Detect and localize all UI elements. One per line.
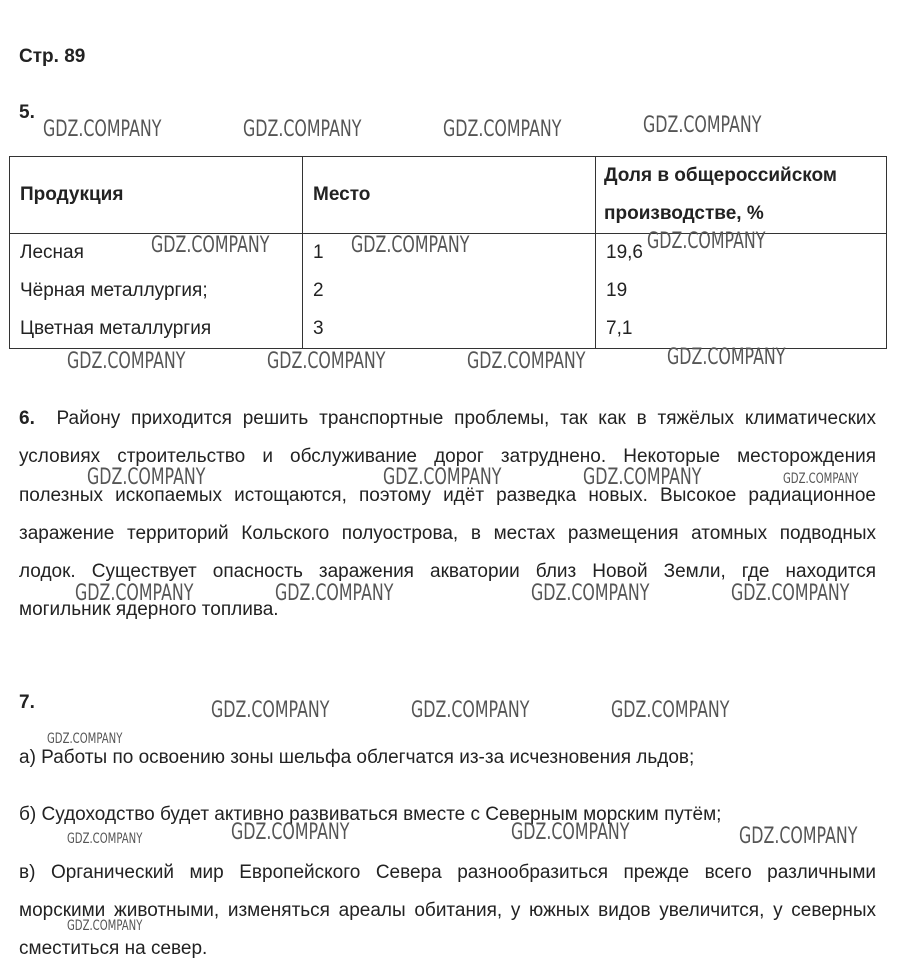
- watermark-text: GDZ.COMPANY: [67, 918, 143, 934]
- table-cell: Лесная: [10, 234, 303, 273]
- watermark-text: GDZ.COMPANY: [211, 698, 330, 723]
- table-cell: Цветная металлургия: [10, 310, 303, 349]
- table-cell: Чёрная металлургия;: [10, 272, 303, 310]
- question-6-number: 6.: [19, 408, 35, 429]
- watermark-text: GDZ.COMPANY: [75, 581, 194, 606]
- watermark-text: GDZ.COMPANY: [43, 117, 162, 142]
- watermark-text: GDZ.COMPANY: [243, 117, 362, 142]
- page-title: Стр. 89: [19, 46, 86, 67]
- watermark-text: GDZ.COMPANY: [275, 581, 394, 606]
- table-header-row: [10, 157, 887, 234]
- watermark-text: GDZ.COMPANY: [647, 229, 766, 254]
- question-6-text: Району приходится решить транспортные проблемы, так как в тяжёлых климатических условиях строительство и обслуживание дорог затруднено. Некоторые месторождения полезных ископаемых истощаются, поэтому идёт разведка новых. Высокое радиационное заражение территорий Кольского полуострова, в местах размещения атомных подводных лодок. Существует опасность заражения акватории близ Новой Земли, где находится могильник ядерного топлива.: [19, 408, 877, 621]
- watermark-text: GDZ.COMPANY: [151, 233, 270, 258]
- watermark-text: GDZ.COMPANY: [731, 581, 850, 606]
- table-header-share: Доля в общероссийском производстве, %: [596, 157, 887, 234]
- watermark-text: GDZ.COMPANY: [739, 824, 858, 849]
- table-cell: 7,1: [596, 310, 887, 349]
- watermark-text: GDZ.COMPANY: [667, 345, 786, 370]
- question-7-item-b: б) Судоходство будет активно развиваться вместе с Северным морским путём;: [19, 804, 722, 825]
- watermark-text: GDZ.COMPANY: [351, 233, 470, 258]
- watermark-text: GDZ.COMPANY: [67, 831, 143, 847]
- watermark-text: GDZ.COMPANY: [511, 820, 630, 845]
- table-cell: 19,6: [596, 234, 887, 273]
- table-cell: 1: [303, 234, 596, 273]
- watermark-text: GDZ.COMPANY: [611, 698, 730, 723]
- watermark-text: GDZ.COMPANY: [783, 471, 859, 487]
- watermark-text: GDZ.COMPANY: [411, 698, 530, 723]
- watermark-text: GDZ.COMPANY: [643, 113, 762, 138]
- question-5-number: 5.: [19, 102, 35, 123]
- question-7-item-a: а) Работы по освоению зоны шельфа облегчатся из-за исчезновения льдов;: [19, 747, 695, 768]
- watermark-text: GDZ.COMPANY: [531, 581, 650, 606]
- table-cell: 2: [303, 272, 596, 310]
- watermark-text: GDZ.COMPANY: [87, 465, 206, 490]
- table-cell: 3: [303, 310, 596, 349]
- question-7-number: 7.: [19, 692, 35, 713]
- watermark-text: GDZ.COMPANY: [231, 820, 350, 845]
- table-row: [10, 272, 887, 310]
- watermark-text: GDZ.COMPANY: [67, 349, 186, 374]
- watermark-text: GDZ.COMPANY: [383, 465, 502, 490]
- watermark-text: GDZ.COMPANY: [583, 465, 702, 490]
- table-cell: 19: [596, 272, 887, 310]
- table-header-place: Место: [303, 157, 596, 234]
- table-header-product: Продукция: [10, 157, 303, 234]
- table-row: [10, 310, 887, 349]
- watermark-text: GDZ.COMPANY: [443, 117, 562, 142]
- watermark-text: GDZ.COMPANY: [467, 349, 586, 374]
- question-7-item-c: в) Органический мир Европейского Севера разнообразиться прежде всего различными морскими животными, изменяться ареалы обитания, у южных видов увеличится, у северных сместиться на север.: [19, 862, 876, 959]
- watermark-text: GDZ.COMPANY: [267, 349, 386, 374]
- watermark-text: GDZ.COMPANY: [47, 731, 123, 747]
